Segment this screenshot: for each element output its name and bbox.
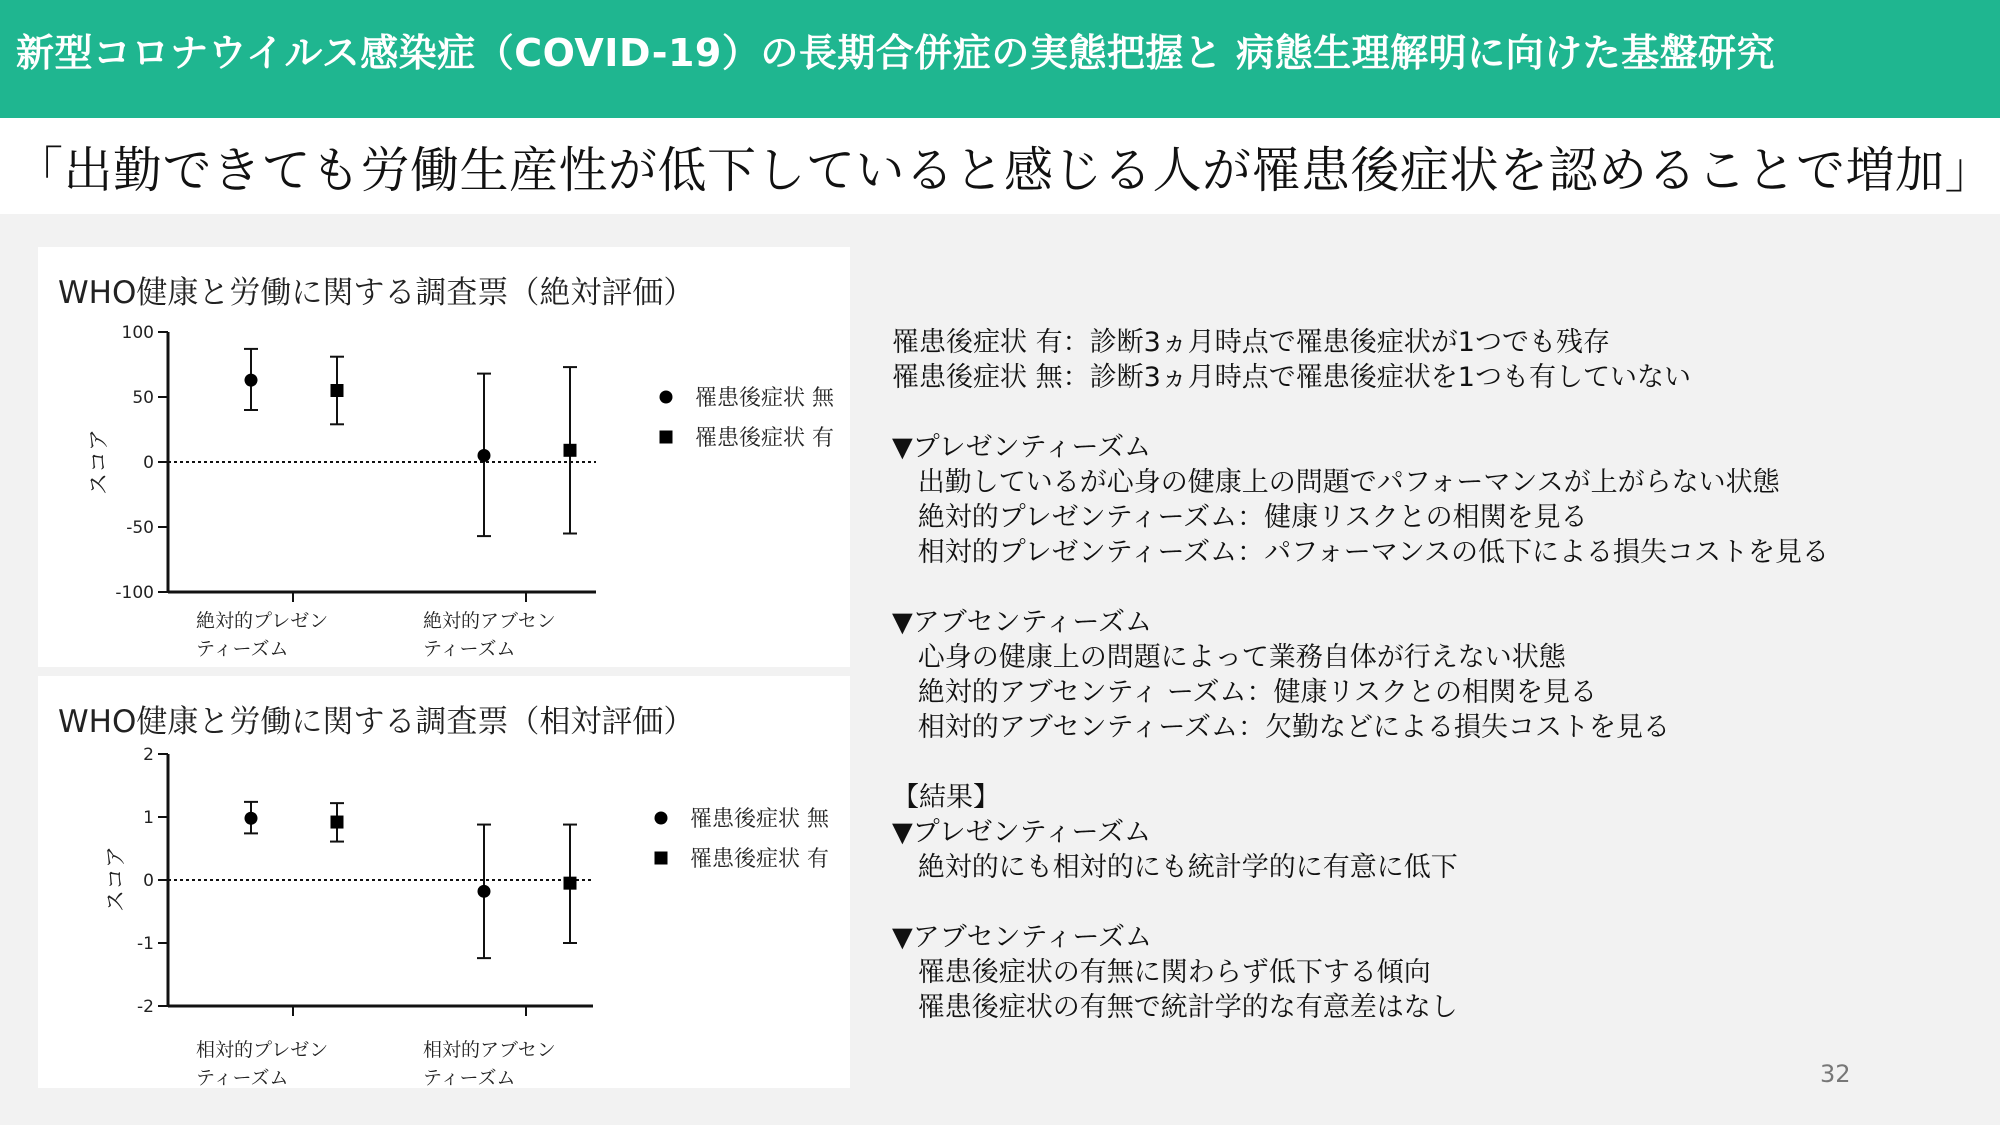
chart-title-relative: WHO健康と労働に関する調査票（相対評価） [58, 704, 695, 740]
y-tick-label: 1 [143, 808, 154, 828]
x-category-label: ティーズム [196, 1067, 289, 1088]
legend-label: 罹患後症状 無 [695, 386, 834, 411]
note-line: 罹患後症状 有：診断3ヵ月時点で罹患後症状が1つでも残存 [892, 327, 1610, 358]
note-line: 罹患後症状の有無で統計学的な有意差はなし [892, 992, 1458, 1023]
title-banner [0, 0, 2000, 118]
legend-marker-square [660, 431, 673, 444]
page-number: 32 [1820, 1060, 1851, 1088]
chart-panel-absolute [38, 247, 850, 667]
legend-label: 罹患後症状 有 [690, 847, 829, 872]
data-point-circle [245, 812, 258, 825]
note-line: 出勤しているが心身の健康上の問題でパフォーマンスが上がらない状態 [892, 467, 1780, 498]
y-tick-label: 50 [132, 388, 154, 408]
legend-marker-square [655, 852, 668, 865]
y-tick-label: -50 [126, 518, 154, 538]
y-tick-label: -2 [137, 997, 154, 1017]
data-point-square [564, 444, 577, 457]
legend-marker-circle [660, 391, 673, 404]
note-line: ▼プレゼンティーズム [892, 432, 1152, 463]
note-line: ▼プレゼンティーズム [892, 817, 1152, 848]
note-line: ▼アブセンティーズム [892, 922, 1152, 953]
x-category-label: 相対的アブセン [423, 1039, 556, 1061]
note-line: 相対的アブセンティーズム：欠勤などによる損失コストを見る [892, 712, 1670, 743]
x-category-label: 絶対的プレゼン [196, 610, 329, 632]
banner-title: 新型コロナウイルス感染症（COVID-19）の長期合併症の実態把握と 病態生理解明に向けた基盤研究 [16, 31, 1776, 75]
y-axis-label: スコア [87, 428, 112, 496]
x-category-label: 相対的プレゼン [196, 1039, 329, 1061]
data-point-circle [478, 885, 491, 898]
note-line: 罹患後症状 無：診断3ヵ月時点で罹患後症状を1つも有していない [892, 362, 1691, 393]
y-axis-label: スコア [104, 845, 129, 913]
note-line: 絶対的プレゼンティーズム：健康リスクとの相関を見る [892, 502, 1588, 533]
chart-absolute [38, 247, 850, 667]
note-line [892, 745, 1982, 780]
x-category-label: ティーズム [423, 1067, 516, 1088]
chart-panel-relative [38, 676, 850, 1088]
note-line [892, 570, 1982, 605]
y-tick-label: 100 [121, 323, 154, 343]
headline-band [0, 118, 2000, 214]
x-category-label: 絶対的アブセン [423, 610, 556, 632]
x-category-label: ティーズム [196, 638, 289, 660]
chart-relative [38, 676, 850, 1088]
note-line: 絶対的にも相対的にも統計学的に有意に低下 [892, 852, 1458, 883]
y-tick-label: -1 [137, 934, 154, 954]
note-line: 【結果】 [892, 782, 1000, 813]
legend-marker-circle [655, 812, 668, 825]
legend-label: 罹患後症状 無 [690, 807, 829, 832]
chart-title-absolute: WHO健康と労働に関する調査票（絶対評価） [58, 275, 695, 311]
note-line: 絶対的アブセンティ ーズム：健康リスクとの相関を見る [892, 677, 1598, 708]
data-point-square [564, 877, 577, 890]
definitions-and-results [892, 325, 1982, 1025]
legend-label: 罹患後症状 有 [695, 426, 834, 451]
note-line: 心身の健康上の問題によって業務自体が行えない状態 [892, 642, 1566, 673]
x-category-label: ティーズム [423, 638, 516, 660]
note-line [892, 395, 1982, 430]
data-point-circle [245, 374, 258, 387]
y-tick-label: -100 [115, 583, 154, 603]
data-point-square [331, 816, 344, 829]
data-point-circle [478, 449, 491, 462]
y-tick-label: 0 [143, 871, 154, 891]
y-tick-label: 2 [143, 745, 154, 765]
data-point-square [331, 384, 344, 397]
note-line: ▼アブセンティーズム [892, 607, 1152, 638]
note-line [892, 885, 1982, 920]
note-line: 相対的プレゼンティーズム：パフォーマンスの低下による損失コストを見る [892, 537, 1829, 568]
y-tick-label: 0 [143, 453, 154, 473]
slide-headline: 「出勤できても労働生産性が低下していると感じる人が罹患後症状を認めることで増加」 [14, 142, 1995, 199]
note-line: 罹患後症状の有無に関わらず低下する傾向 [892, 957, 1431, 988]
